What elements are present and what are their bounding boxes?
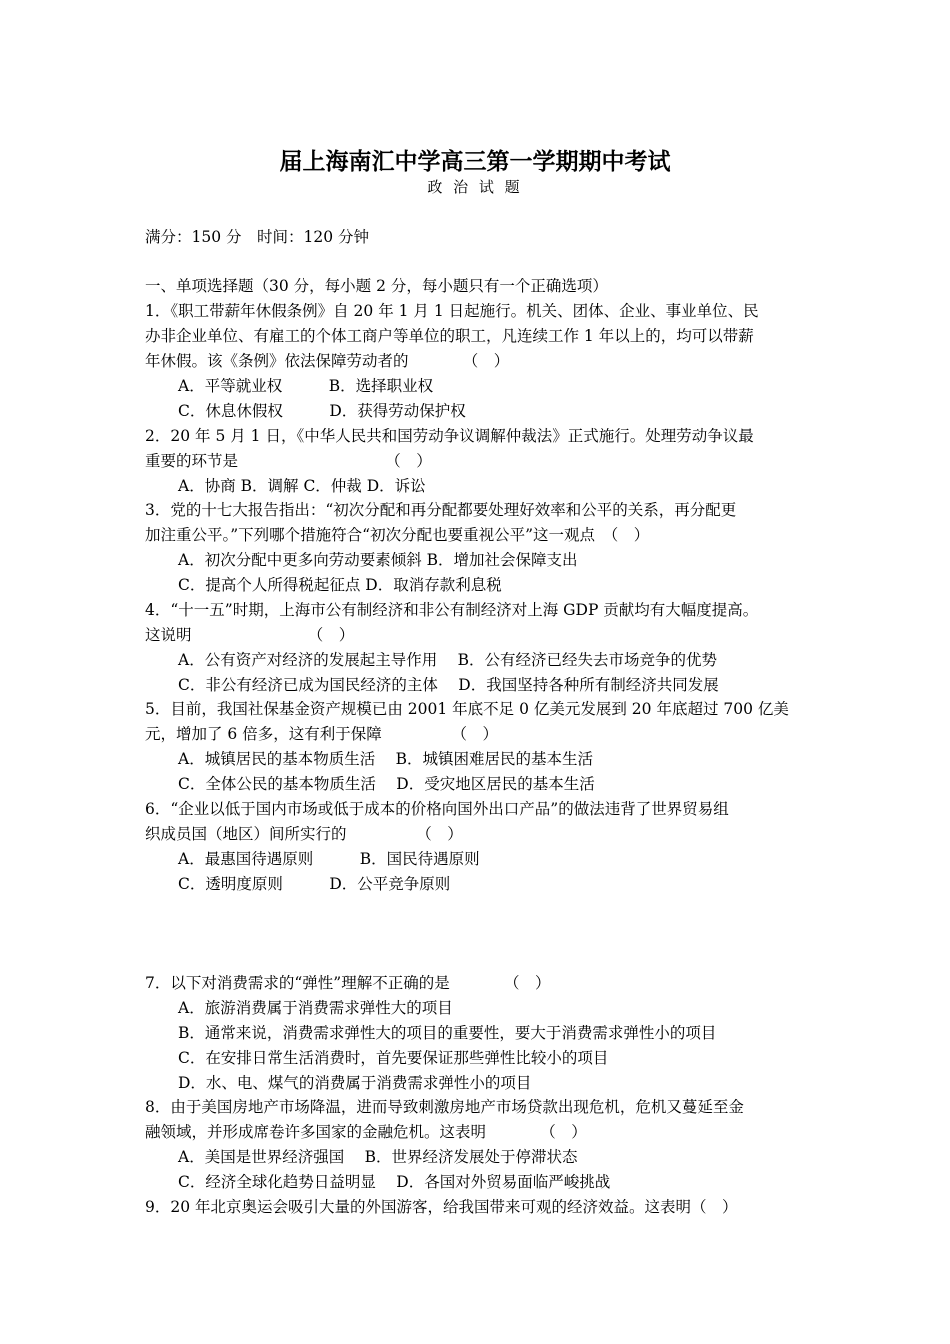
question-line: 融领域，并形成席卷许多国家的金融危机。这表明 （ ）	[145, 1123, 587, 1141]
question-line: 2．20 年 5 月 1 日，《中华人民共和国劳动争议调解仲裁法》正式施行。处理劳动争议最	[145, 427, 754, 445]
question-line: 4．“十一五”时期，上海市公有制经济和非公有制经济对上海 GDP 贡献均有大幅度提高。	[145, 601, 759, 619]
document-title: 届上海南汇中学高三第一学期期中考试	[279, 149, 671, 175]
section-heading: 一、单项选择题（30 分，每小题 2 分，每小题只有一个正确选项）	[145, 277, 608, 295]
question-line: 8．由于美国房地产市场降温，进而导致刺激房地产市场贷款出现危机，危机又蔓延至金	[145, 1098, 744, 1116]
option-line: A．公有资产对经济的发展起主导作用 B．公有经济已经失去市场竞争的优势	[178, 651, 718, 669]
option-line: D．水、电、煤气的消费属于消费需求弹性小的项目	[178, 1074, 532, 1092]
question-line: 织成员国（地区）间所实行的 （ ）	[145, 825, 463, 843]
question-line: 加注重公平。”下列哪个措施符合“初次分配也要重视公平”这一观点 （ ）	[145, 526, 650, 544]
option-line: A．旅游消费属于消费需求弹性大的项目	[178, 999, 453, 1017]
document-subtitle: 政 治 试 题	[427, 178, 523, 196]
question-line: 办非企业单位、有雇工的个体工商户等单位的职工，凡连续工作 1 年以上的，均可以带薪	[145, 327, 754, 345]
option-line: A．平等就业权 B．选择职业权	[178, 377, 434, 395]
question-line: 1．《职工带薪年休假条例》自 20 年 1 月 1 日起施行。机关、团体、企业、事业单位、民	[145, 302, 759, 320]
option-line: C．休息休假权 D．获得劳动保护权	[178, 402, 466, 420]
question-line: 重要的环节是 （ ）	[145, 452, 432, 470]
option-line: C．透明度原则 D．公平竞争原则	[178, 875, 451, 893]
option-line: C．非公有经济已成为国民经济的主体 D．我国坚持各种所有制经济共同发展	[178, 676, 719, 694]
option-line: B．通常来说，消费需求弹性大的项目的重要性，要大于消费需求弹性小的项目	[178, 1024, 717, 1042]
option-line: C．提高个人所得税起征点 D．取消存款利息税	[178, 576, 502, 594]
option-line: A．美国是世界经济强国 B．世界经济发展处于停滞状态	[178, 1148, 578, 1166]
exam-meta: 满分：150 分 时间：120 分钟	[145, 228, 370, 246]
question-line: 元，增加了 6 倍多，这有利于保障 （ ）	[145, 725, 498, 743]
option-line: A．最惠国待遇原则 B．国民待遇原则	[178, 850, 480, 868]
question-line: 3．党的十七大报告指出：“初次分配和再分配都要处理好效率和公平的关系，再分配更	[145, 501, 737, 519]
option-line: C．在安排日常生活消费时，首先要保证那些弹性比较小的项目	[178, 1049, 609, 1067]
question-line: 5．目前，我国社保基金资产规模已由 2001 年底不足 0 亿美元发展到 20 年底超过 700 亿美	[145, 700, 789, 718]
option-line: C．经济全球化趋势日益明显 D．各国对外贸易面临严峻挑战	[178, 1173, 611, 1191]
question-line: 6．“企业以低于国内市场或低于成本的价格向国外出口产品”的做法违背了世界贸易组	[145, 800, 729, 818]
option-line: A．城镇居民的基本物质生活 B．城镇困难居民的基本生活	[178, 750, 594, 768]
option-line: A．初次分配中更多向劳动要素倾斜 B．增加社会保障支出	[178, 551, 578, 569]
option-line: C．全体公民的基本物质生活 D．受灾地区居民的基本生活	[178, 775, 595, 793]
question-line: 年休假。该《条例》依法保障劳动者的 （ ）	[145, 352, 510, 370]
question-line: 这说明 （ ）	[145, 626, 355, 644]
question-line: 9．20 年北京奥运会吸引大量的外国游客，给我国带来可观的经济效益。这表明（ ）	[145, 1198, 738, 1216]
option-line: A．协商 B．调解 C．仲裁 D．诉讼	[178, 477, 426, 495]
question-line: 7．以下对消费需求的“弹性”理解不正确的是 （ ）	[145, 974, 551, 992]
